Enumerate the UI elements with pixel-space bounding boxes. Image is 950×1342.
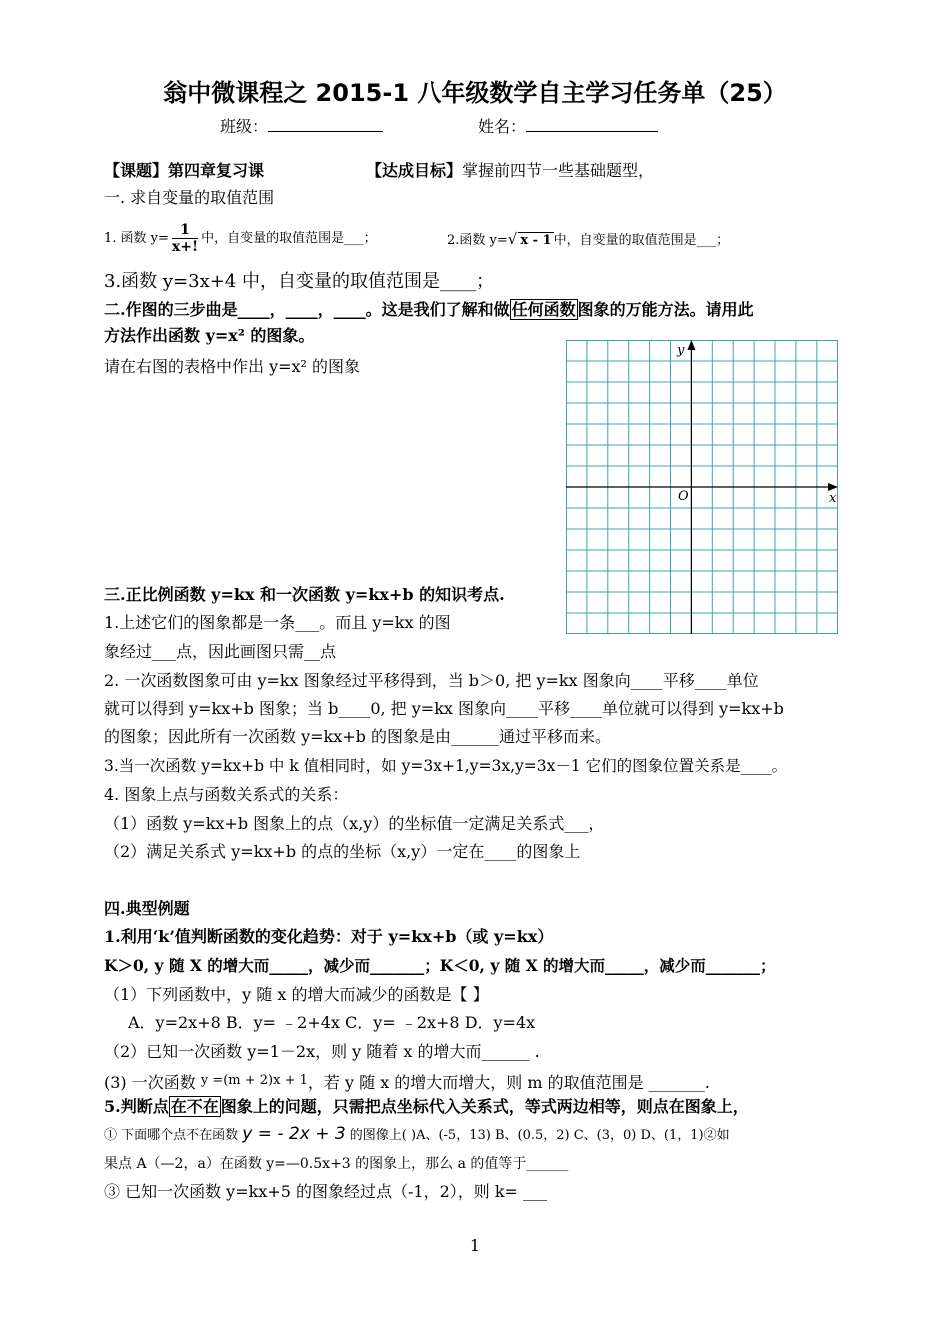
q1-fraction	[172, 222, 198, 255]
s4-rule: K＞0, y 随 X 的增大而_____，减少而_______；K＜0, y 随 X 的增大而_____，减少而_______；	[104, 956, 776, 975]
sub5-boxed: 在不在	[170, 1097, 219, 1116]
y-axis-label: y	[677, 343, 685, 358]
s3-q2-line1: 2. 一次函数图象可由 y=kx 图象经过平移得到，当 b＞0, 把 y=kx 图象向____平移____单位	[104, 671, 759, 690]
q5-1-formula: y = - 2x + 3	[242, 1124, 346, 1144]
s4-ex1-options: A．y=2x+8 B．y= ﹣2+4x C．y= ﹣2x+8 D．y=4x	[128, 1013, 536, 1032]
name-label	[478, 116, 658, 138]
s3-q1-line2: 象经过___点，因此画图只需__点	[104, 642, 337, 661]
goal-text: 掌握前四节一些基础题型，	[462, 161, 655, 180]
name-blank	[526, 116, 658, 132]
section2-line2: 方法作出函数 y=x² 的图象。	[104, 326, 315, 345]
s4-ex2: （2）已知一次函数 y=1－2x，则 y 随着 x 的增大而______ .	[104, 1042, 540, 1061]
page-title: 翁中微课程之 2015-1 八年级数学自主学习任务单（25）	[163, 79, 787, 107]
s3-q3: 3.当一次函数 y=kx+b 中 k 值相同时，如 y=3x+1,y=3x,y=3x－1 它们的图象位置关系是____。	[104, 757, 788, 775]
q5-1-b: 的图像上( )A、(-5，13) B、(0.5，2) C、(3，0) D、(1，1)②如	[345, 1128, 730, 1143]
section4-heading: 四.典型例题	[104, 899, 190, 918]
s4-q5-2: 果点 A（—2，a）在函数 y=—0.5x+3 的图象上，那么 a 的值等于______	[104, 1156, 569, 1172]
s3-q2-line3: 的图象；因此所有一次函数 y=kx+b 的图象是由______通过平移而来。	[104, 727, 611, 746]
class-label	[220, 116, 383, 138]
s2-boxed-text: 任何函数	[511, 300, 576, 319]
section1-q2: 2.函数 y=√ x - 1 中，自变量的取值范围是___；	[447, 230, 730, 248]
s4-ex1: （1）下列函数中，y 随 x 的增大而减少的函数是【 】	[104, 985, 489, 1004]
q1-suffix: 中，自变量的取值范围是___；	[201, 231, 377, 246]
y-axis-arrow-icon	[687, 340, 695, 350]
q5-1-a: ① 下面哪个点不在函数	[104, 1128, 243, 1143]
q1-prefix: 1. 函数 y=	[104, 231, 169, 246]
name-label-text: 姓名：	[478, 117, 527, 136]
s2-line1-a: 二.作图的三步曲是____，____，____。这是我们了解和做	[104, 300, 510, 319]
s4-ex3	[104, 1070, 710, 1094]
s3-q4-2: （2）满足关系式 y=kx+b 的点的坐标（x,y）一定在____的图象上	[104, 842, 581, 861]
goal-line	[366, 160, 654, 182]
s4-q5-1	[104, 1123, 730, 1147]
s3-q4-1: （1）函数 y=kx+b 图象上的点（x,y）的坐标值一定满足关系式___，	[104, 814, 605, 833]
q2-suffix: 中，自变量的取值范围是___；	[553, 233, 730, 248]
q2-prefix: 2.函数 y=	[447, 233, 508, 248]
s4-q5-3: ③ 已知一次函数 y=kx+5 的图象经过点（-1，2），则 k= ___	[104, 1182, 548, 1201]
section3-heading: 三.正比例函数 y=kx 和一次函数 y=kx+b 的知识考点.	[104, 585, 505, 604]
class-blank	[268, 116, 383, 132]
topic-label: 【课题】第四章复习课	[104, 161, 265, 180]
page-number: 1	[469, 1236, 481, 1255]
q1-numerator: 1	[172, 222, 198, 239]
sub5-a: 5.判断点	[104, 1097, 169, 1116]
section1-q3: 3.函数 y=3x+4 中，自变量的取值范围是____；	[104, 271, 495, 292]
section1-q1	[104, 222, 377, 256]
s4-sub1: 1.利用‘k’值判断函数的变化趋势：对于 y=kx+b（或 y=kx）	[104, 927, 554, 946]
goal-label: 【达成目标】	[366, 161, 463, 180]
s3-q1-line1: 1.上述它们的图象都是一条___。而且 y=kx 的图	[104, 613, 451, 632]
x-axis-arrow-icon	[828, 483, 838, 491]
ex3-prefix: (3) 一次函数	[104, 1073, 196, 1092]
section1-heading: 一. 求自变量的取值范围	[104, 188, 275, 207]
section2-line1	[104, 299, 754, 321]
sub5-b: 图象上的问题，只需把点坐标代入关系式，等式两边相等，则点在图象上，	[220, 1097, 749, 1116]
class-label-text: 班级：	[220, 117, 269, 136]
s4-sub5	[104, 1096, 749, 1118]
s2-line1-b: 图象的万能方法。请用此	[577, 300, 754, 319]
section2-line3: 请在右图的表格中作出 y=x² 的图象	[104, 357, 361, 376]
coordinate-grid	[566, 340, 838, 634]
origin-label: O	[678, 489, 689, 504]
s3-q2-line2: 就可以得到 y=kx+b 图象；当 b____0, 把 y=kx 图象向____平移____单位就可以得到 y=kx+b	[104, 699, 784, 718]
q1-denominator: x+!	[171, 239, 199, 255]
q2-radicand: x - 1	[520, 233, 552, 248]
ex3-formula: y =(m + 2)x + 1	[200, 1073, 308, 1088]
s3-q4-heading: 4. 图象上点与函数关系式的关系：	[104, 785, 349, 804]
x-axis-label: x	[829, 491, 837, 506]
ex3-suffix: ，若 y 随 x 的增大而增大，则 m 的取值范围是 _______.	[307, 1073, 710, 1092]
